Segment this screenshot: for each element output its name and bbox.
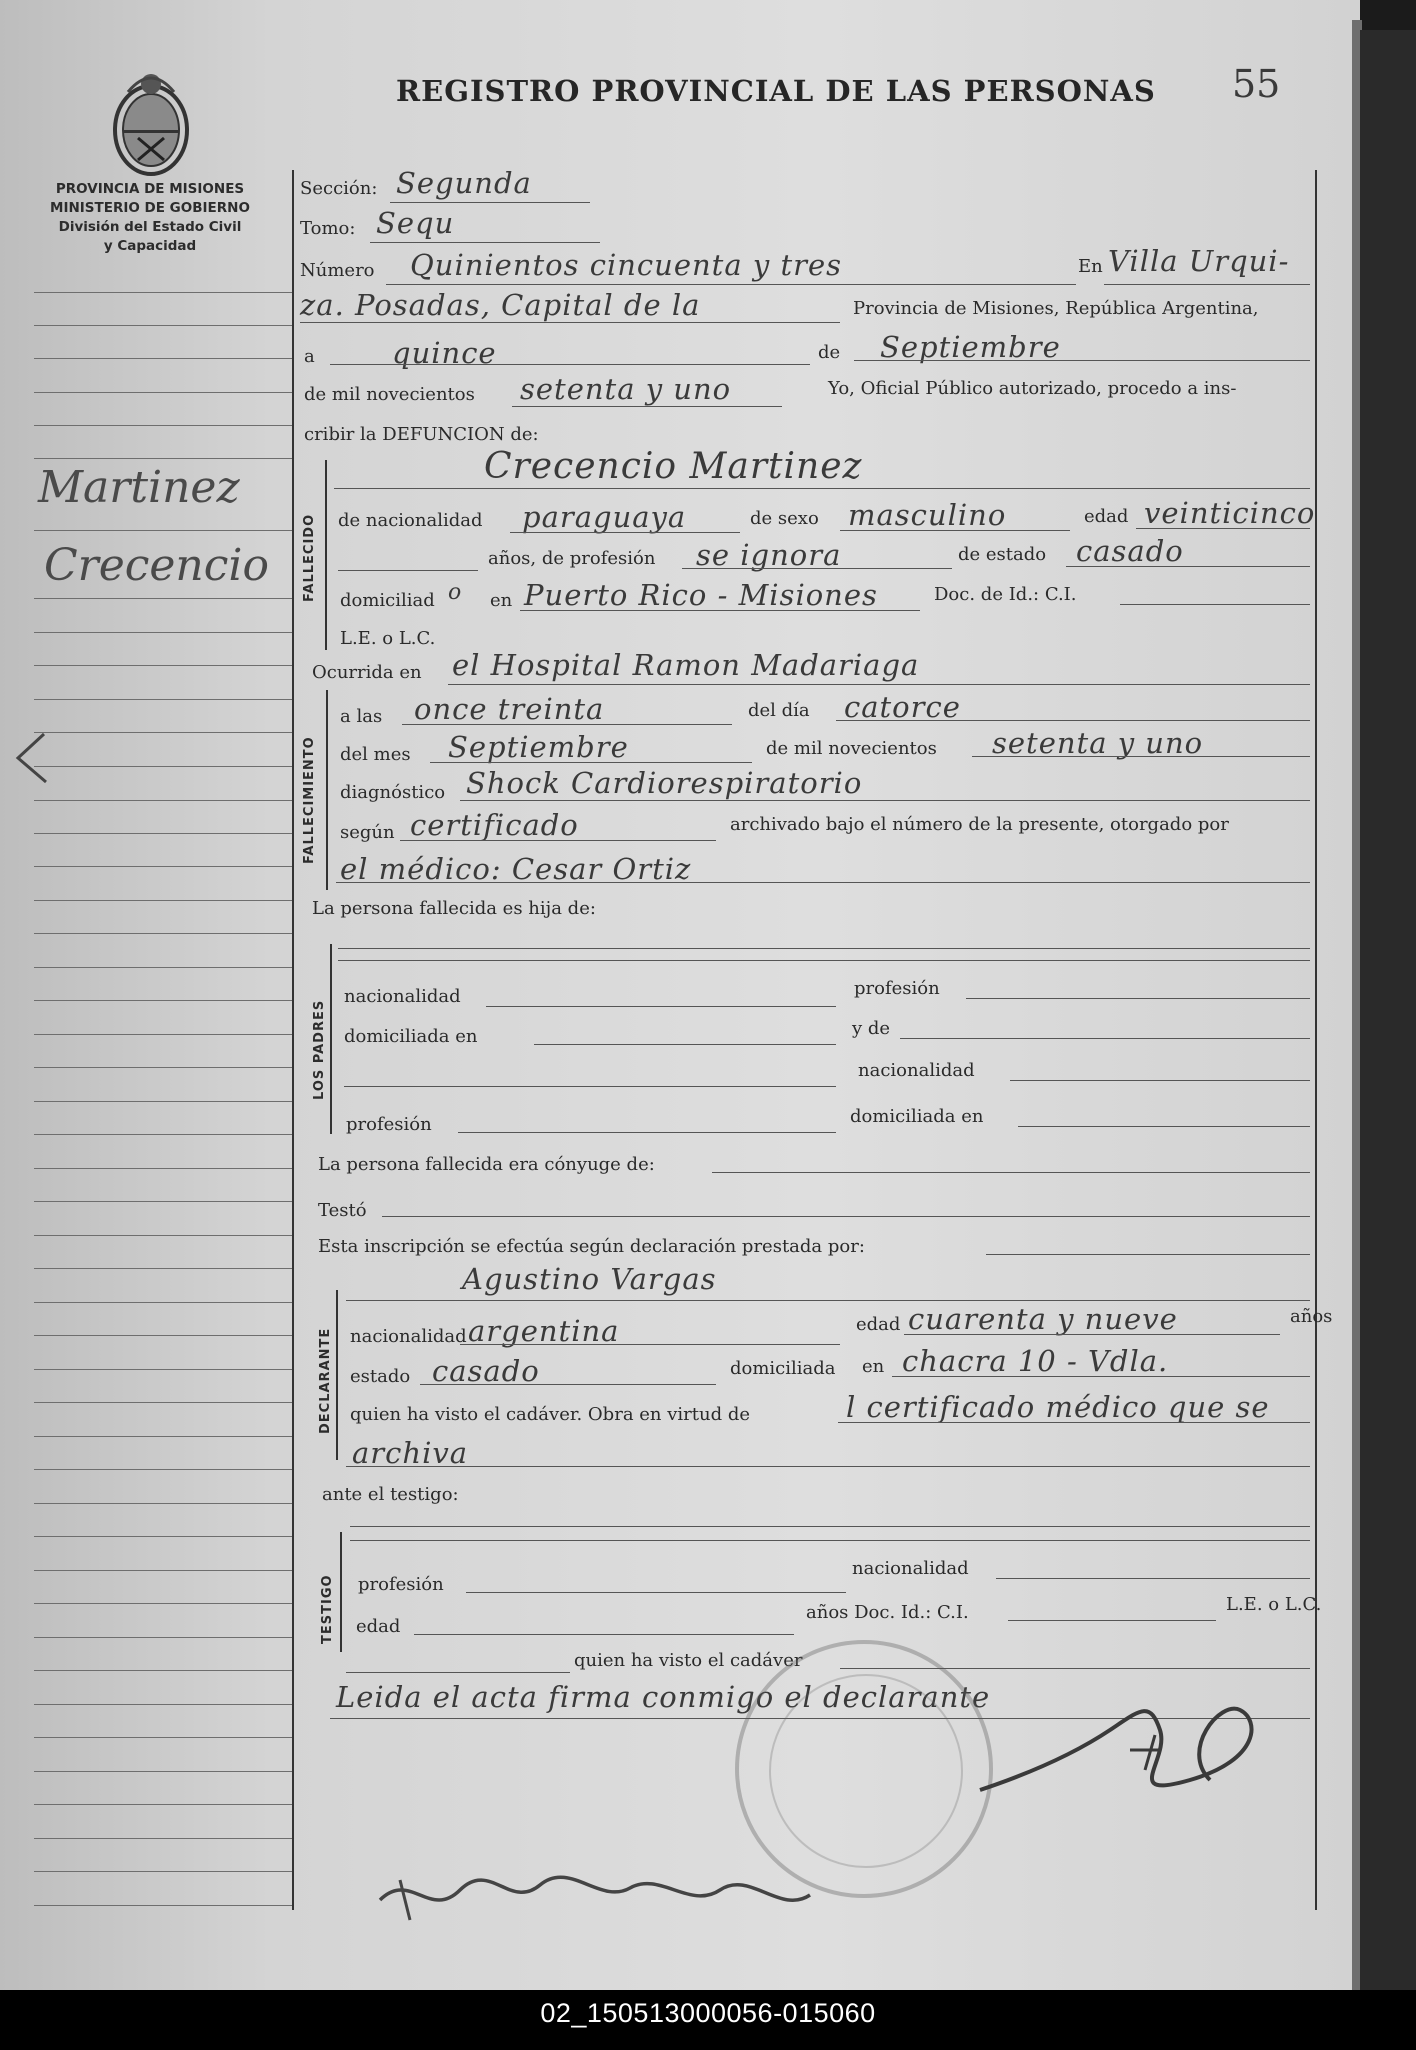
tomo-value: Sequ (376, 206, 455, 240)
closing-note: Leida el acta firma conmigo el declarante (336, 1680, 991, 1714)
padres-section-label: LOS PADRES (312, 999, 327, 1100)
fallecido-profesion-value: se ignora (696, 538, 842, 572)
year-prefix: de mil novecientos (304, 384, 475, 405)
de-label: de (818, 342, 841, 363)
testigo-visto-label: quien ha visto el cadáver (574, 1650, 803, 1671)
padres-nacionalidad2-label: nacionalidad (858, 1060, 975, 1081)
diagnostico-value: Shock Cardiorespiratorio (466, 766, 863, 800)
division-line-2: y Capacidad (103, 238, 197, 254)
ministry-name: MINISTERIO DE GOBIERNO (50, 200, 250, 216)
archivado-text: archivado bajo el número de la presente, otorgado por (730, 814, 1229, 835)
fallecido-domiciliado-label: domiciliad (340, 590, 435, 611)
division-line-1: División del Estado Civil (58, 219, 242, 235)
anio-value: setenta y uno (992, 726, 1204, 760)
fallecido-estado-label: de estado (958, 544, 1047, 565)
province-header (20, 180, 280, 256)
inscribir-text: cribir la DEFUNCION de: (304, 424, 539, 445)
fallecido-name: Crecencio Martinez (484, 446, 863, 487)
margin-marks (10, 730, 50, 790)
declarante-name: Agustino Vargas (462, 1262, 717, 1296)
declarante-nacionalidad-value: argentina (468, 1314, 620, 1348)
declarante-edad-value: cuarenta y nueve (908, 1302, 1178, 1336)
declarante-domiciliada-label: domiciliada (730, 1358, 836, 1379)
official-signature (960, 1690, 1290, 1820)
testigo-edad-label: edad (356, 1616, 401, 1637)
fallecido-edad-label: edad (1084, 506, 1129, 527)
padres-domiciliada2-label: domiciliada en (850, 1106, 984, 1127)
padres-nacionalidad-label: nacionalidad (344, 986, 461, 1007)
margin-surname: Martinez (38, 462, 240, 513)
ante-testigo-label: ante el testigo: (322, 1484, 459, 1505)
place-value: za. Posadas, Capital de la (300, 288, 701, 322)
fallecido-le-lc-label: L.E. o L.C. (340, 628, 436, 649)
ocurrida-label: Ocurrida en (312, 662, 422, 683)
testigo-anos-doc-label: años Doc. Id.: C.I. (806, 1602, 969, 1623)
declarante-obra-value: l certificado médico que se (846, 1390, 1270, 1424)
hora-value: once treinta (414, 692, 605, 726)
official-text: Yo, Oficial Público autorizado, procedo a ins- (828, 378, 1237, 399)
day-value: quince (392, 336, 497, 370)
fallecido-domiciliado-suffix: o (448, 580, 463, 605)
fallecimiento-section-label: FALLECIMIENTO (302, 736, 317, 864)
declarante-estado-label: estado (350, 1366, 411, 1387)
declarante-en-label: en (862, 1356, 885, 1377)
page-title: REGISTRO PROVINCIAL DE LAS PERSONAS (396, 74, 1156, 108)
dia-value: catorce (844, 690, 961, 724)
declarant-signature (370, 1850, 850, 1930)
padres-profesion-label: profesión (854, 978, 940, 999)
fallecido-estado-value: casado (1076, 534, 1184, 568)
declarante-estado-value: casado (432, 1354, 540, 1388)
padres-profesion2-label: profesión (346, 1114, 432, 1135)
padres-y-de-label: y de (852, 1018, 891, 1039)
testigo-nacionalidad-label: nacionalidad (852, 1558, 969, 1579)
testigo-section-label: TESTIGO (320, 1574, 335, 1644)
medico-value: el médico: Cesar Ortiz (340, 852, 692, 886)
padres-domiciliada-en-label: domiciliada en (344, 1026, 478, 1047)
anio-label: de mil novecientos (766, 738, 937, 759)
segun-value: certificado (410, 808, 579, 842)
month-value: Septiembre (880, 330, 1061, 364)
fallecido-sexo-value: masculino (848, 498, 1007, 532)
declarante-obra-value-2: archiva (352, 1436, 469, 1470)
numero-label: Número (300, 260, 375, 281)
declarante-anos-label: años (1290, 1306, 1333, 1327)
diagnostico-label: diagnóstico (340, 782, 446, 803)
declarante-domicilio-value: chacra 10 - Vdla. (902, 1344, 1169, 1378)
del-mes-label: del mes (340, 744, 411, 765)
testigo-profesion-label: profesión (358, 1574, 444, 1595)
coat-of-arms-logo (108, 68, 194, 180)
page-number: 55 (1232, 62, 1281, 106)
testo-label: Testó (318, 1200, 367, 1221)
tomo-label: Tomo: (300, 218, 356, 239)
year-value: setenta y uno (520, 372, 732, 406)
declarante-nacionalidad-label: nacionalidad (350, 1326, 467, 1347)
mes-value: Septiembre (448, 730, 629, 764)
declarante-intro: Esta inscripción se efectúa según declaración prestada por: (318, 1236, 865, 1257)
declarante-section-label: DECLARANTE (318, 1327, 333, 1434)
a-las-label: a las (340, 706, 383, 727)
declarante-edad-label: edad (856, 1314, 901, 1335)
margin-given-name: Crecencio (44, 540, 269, 591)
segun-label: según (340, 822, 395, 843)
ocurrida-value: el Hospital Ramon Madariaga (452, 648, 920, 682)
fallecido-anos-profesion-label: años, de profesión (488, 548, 656, 569)
fallecido-sexo-label: de sexo (750, 508, 819, 529)
testigo-le-lc-label: L.E. o L.C. (1226, 1594, 1322, 1615)
image-code-footer: 02_150513000056-015060 (540, 1998, 876, 2028)
fallecido-nacionalidad-label: de nacionalidad (338, 510, 483, 531)
fallecido-nacionalidad-value: paraguaya (522, 500, 687, 534)
conyuge-label: La persona fallecida era cónyuge de: (318, 1154, 655, 1175)
numero-value: Quinientos cincuenta y tres (410, 248, 843, 282)
padres-intro: La persona fallecida es hija de: (312, 898, 596, 919)
seccion-value: Segunda (396, 166, 532, 200)
fallecido-doc-label: Doc. de Id.: C.I. (934, 584, 1077, 605)
en-value: Villa Urqui- (1108, 244, 1290, 278)
fallecido-section-label: FALLECIDO (302, 513, 317, 602)
en-label: En (1078, 256, 1103, 277)
seccion-label: Sección: (300, 178, 378, 199)
fallecido-en-label: en (490, 590, 513, 611)
del-dia-label: del día (748, 700, 810, 721)
declarante-visto-text: quien ha visto el cadáver. Obra en virtud de (350, 1404, 751, 1425)
a-label: a (304, 346, 315, 367)
provincia-text: Provincia de Misiones, República Argentina, (853, 298, 1259, 319)
fallecido-edad-value: veinticinco (1144, 496, 1316, 530)
fallecido-domicilio-value: Puerto Rico - Misiones (524, 578, 878, 612)
province-name: PROVINCIA DE MISIONES (55, 181, 245, 197)
